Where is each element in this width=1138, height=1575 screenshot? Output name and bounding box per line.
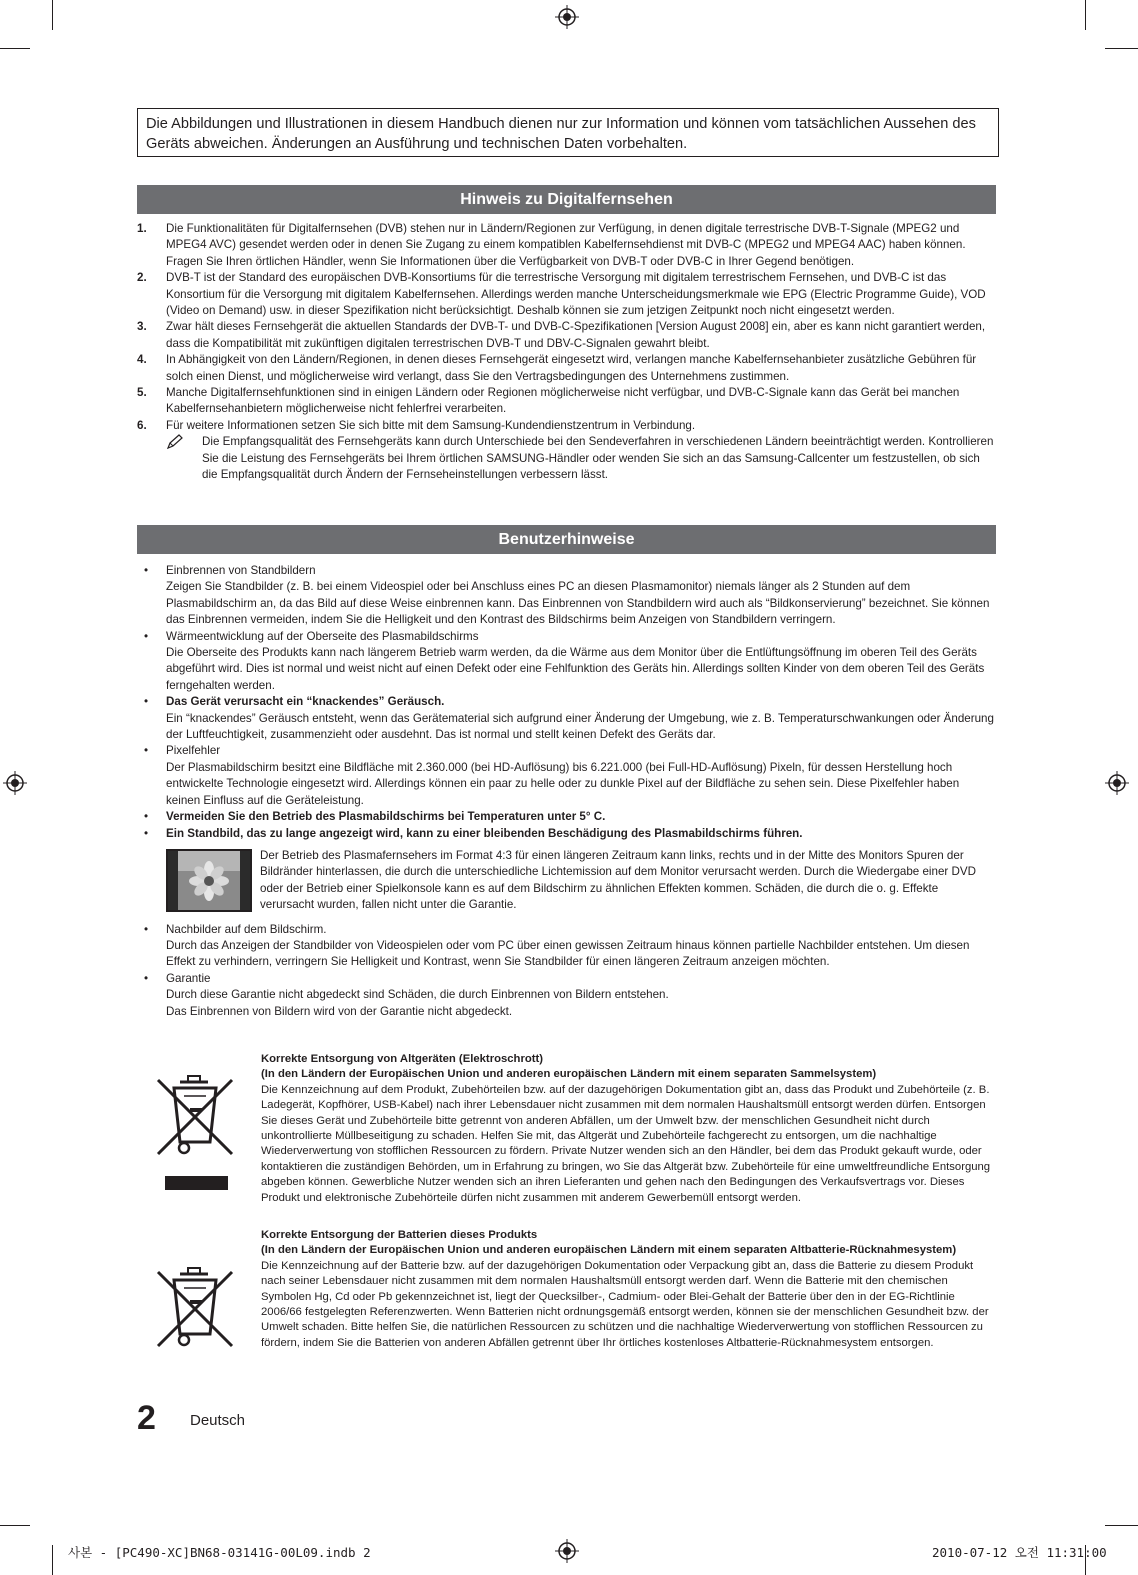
page-number: 2 <box>137 1399 156 1437</box>
section-title-user-notes: Benutzerhinweise <box>137 525 996 554</box>
list-item: • Wärmeentwicklung auf der Oberseite des Plasmabildschirms Die Oberseite des Produkts kann nach längerem Betrieb warm werden, da die Wärme aus dem Monitor über die Entlüftungsöffnung im oberen Teil des Geräts abgeführt wird. Dies ist normal und weist nicht auf einen Defekt oder eine Fehlfunktion des Geräts hin. Allerdings sollten Kinder von dem oberen Teil des Geräts ferngehalten werden. <box>144 629 985 692</box>
list-item: 3. Zwar hält dieses Fernsehgerät die aktuellen Standards der DVB-T- und DVB-C-Spezifikationen [Version August 2008] ein, aber es kann nicht garantiert werden, dass die Kompatibilität mit zukünftigen digitalen terrestrischen DVB-T und DBV-C-Signalen gewahrt bleibt. <box>137 320 986 350</box>
crop-mark <box>52 0 53 30</box>
disposal-electronics: Korrekte Entsorgung von Altgeräten (Elektroschrott) (In den Ländern der Europäischen Union und anderen europäischen Ländern mit einem separaten Sammelsystem) Die Kennzeichnung auf dem Produkt, Zubehörteilen bzw. auf der dazugehörigen Dokumentation gibt an, dass das Produkt und Zubehörteile (z. B. Ladegerät, Kopfhörer, USB-Kabel) nach ihrer Lebensdauer nicht zusammen mit dem normalen Haushaltsmüll entsorgt werden dürfen. Entsorgen Sie dieses Gerät und Zubehörteile bitte getrennt von anderen Abfällen, um der Umwelt bzw. der menschlichen Gesundheit nicht durch unkontrollierte Müllbeseitigung zu schaden. Helfen Sie mit, das Altgerät und Zubehörteile fachgerecht zu entsorgen, um die nachhaltige Wiederverwertung von stofflichen Ressourcen zu fördern. Private Nutzer wenden sich an den Händler, bei dem das Produkt gekauft wurde, oder kontaktieren die zuständigen Behörden, um in Erfahrung zu bringen, wo Sie das Altgerät bzw. Zubehörteile für eine umweltfreundliche Entsorgung abgeben können. Gewerbliche Nutzer wenden sich an ihren Lieferanten und gehen nach den Bedingungen des Verkaufsvertrags vor. Dieses Produkt und elektronische Zubehörteile dürfen nicht zusammen mit anderem Gewerbemüll entsorgt werden. <box>261 1053 991 1204</box>
crossed-bin-icon <box>150 1262 240 1352</box>
digital-tv-list <box>137 221 995 484</box>
user-notes-list <box>137 563 995 1020</box>
list-item: 2. DVB-T ist der Standard des europäischen DVB-Konsortiums für die terrestrische Versorgung mit digitalem terrestrischem Fernsehen, und DVB-C ist das Konsortium für die Versorgung mit digitalem Kabelfernsehen. Allerdings werden manche Unterscheidungsmerkmale wie EPG (Electric Programme Guide), VOD (Video on Demand) usw. in dieser Spezifikation nicht berücksichtigt. Deshalb können sie zum jetzigen Zeitpunkt noch nicht eingesetzt werden. <box>137 271 986 318</box>
crop-mark <box>1105 48 1138 49</box>
list-item: 4. In Abhängigkeit von den Ländern/Regionen, in denen dieses Fernsehgerät eingesetzt wird, verlangen manche Kabelfernsehanbieter zusätzliche Gebühren für solch einen Dienst, und möglicherweise wird verlangt, dass Sie den Vertragsbedingungen des Unternehmens zustimmen. <box>137 353 977 383</box>
list-item: • Nachbilder auf dem Bildschirm. Durch das Anzeigen der Standbilder von Videospielen oder vom PC über einen gewissen Zeitraum hinaus können partielle Nachbilder entstehen. Um diesen Effekt zu verhindern, verringern Sie Helligkeit und Kontrast, wenn Sie Standbilder für einen längeren Zeitraum anzeigen möchten. <box>144 922 970 969</box>
list-item: • Vermeiden Sie den Betrieb des Plasmabildschirms bei Temperaturen unter 5° C. <box>144 810 606 824</box>
list-item: • Das Gerät verursacht ein “knackendes” Geräusch. Ein “knackendes” Geräusch entsteht, wenn das Gerätematerial sich aufgrund einer Änderung der Umgebung, wie z. B. Temperaturschwankungen oder Änderung der Luftfeuchtigkeit, zusammenzieht oder ausdehnt. Das ist normal und stellt keinen Defekt des Geräts dar. <box>144 695 994 742</box>
tv-flower-image <box>166 849 252 912</box>
list-item: • Pixelfehler Der Plasmabildschirm besitzt eine Bildfläche mit 2.360.000 (bei HD-Auflösung) bis 6.221.000 (bei Full-HD-Auflösung) Pixeln, für dessen Herstellung hoch entwickelte Technologie eingesetzt wird. Allerdings können ein paar zu helle oder zu dunkle Pixel auf der Bildfläche zu sehen sein. Diese Pixelfehler haben keinen Einfluss auf die Geräteleistung. <box>144 744 960 807</box>
registration-mark-icon <box>555 1539 579 1563</box>
print-slug-date: 2010-07-12 오전 11:31:00 <box>932 1545 1107 1560</box>
registration-mark-icon <box>3 771 27 795</box>
crop-mark <box>0 48 30 49</box>
registration-mark-icon <box>555 5 579 29</box>
registration-mark-icon <box>1105 771 1129 795</box>
note: Die Empfangsqualität des Fernsehgeräts kann durch Unterschiede bei den Sendeverfahren in verschiedenen Ländern beeinträchtigt werden. Kontrollieren Sie die Leistung des Fernsehgeräts bei Ihrem örtlichen SAMSUNG-Händler oder wenden Sie sich an das Samsung-Callcenter um festzustellen, ob sich die Empfangsqualität durch Ändern der Fernseheinstellungen verbessern lässt. <box>166 434 995 483</box>
list-item: • Garantie Durch diese Garantie nicht abgedeckt sind Schäden, die durch Einbrennen von Bildern entstehen. Das Einbrennen von Bildern wird von der Garantie nicht abgedeckt. <box>144 971 669 1018</box>
list-item: 5. Manche Digitalfernsehfunktionen sind in einigen Ländern oder Regionen möglicherweise nicht verfügbar, und DVB-C-Signale kann das Gerät bei manchen Kabelfernsehanbietern möglicherweise nicht fehlerfrei verarbeiten. <box>137 386 960 416</box>
crop-mark <box>1085 0 1086 30</box>
page-language: Deutsch <box>190 1412 246 1429</box>
note-pencil-icon <box>166 434 202 483</box>
list-item: • Ein Standbild, das zu lange angezeigt wird, kann zu einer bleibenden Beschädigung des Plasmabildschirms führen. <box>144 826 803 840</box>
section-title-digital-tv: Hinweis zu Digitalfernsehen <box>137 185 996 214</box>
list-item: • Einbrennen von Standbildern Zeigen Sie Standbilder (z. B. bei einem Videospiel oder bei Anschluss eines PC an diesen Plasmamonitor) niemals länger als 2 Stunden auf dem Plasmabildschirm an, da das Bild auf diese Weise einbrennen kann. Das Einbrennen von Standbildern wird auch als “Bildkonservierung” bezeichnet. Sie können das Einbrennen vermeiden, indem Sie die Helligkeit und den Kontrast des Bildschirms beim Anzeigen von Standbildern verringern. <box>144 564 990 627</box>
crop-mark <box>52 1545 53 1575</box>
crop-mark <box>1105 1525 1138 1526</box>
plasma-warning: Der Betrieb des Plasmafernsehers im Format 4:3 für einen längeren Zeitraum kann links, rechts und in der Mitte des Monitors Spuren der Bildränder hinterlassen, die durch die unterschiedliche Lichtemission auf dem Monitor verursacht werden. Durch die Wiedergabe einer DVD oder der Betrieb einer Spielkonsole kann es auf dem Bildschirm zu ähnlichen Effekten kommen. Schäden, die durch die o. g. Effekte verursacht wurden, fallen nicht unter die Garantie. <box>166 848 995 914</box>
list-item: 1. Die Funktionalitäten für Digitalfernsehen (DVB) stehen nur in Ländern/Regionen zur Verfügung, in denen digitale terrestrische DVB-T-Signale (MPEG2 und MPEG4 AVC) gesendet werden oder in denen Sie Zugang zu einem kompatiblen Kabelfernsehdienst mit DVB-C (MPEG2 und MPEG4 AAC) haben können. Fragen Sie Ihren örtlichen Händler, wenn Sie Informationen über die Verfügbarkeit von DVB-T oder DVB-C in Ihrer Gegend benötigen. <box>137 222 966 268</box>
disclaimer-box: Die Abbildungen und Illustrationen in diesem Handbuch dienen nur zur Information und können vom tatsächlichen Aussehen des Geräts abweichen. Änderungen an Ausführung und technischen Daten vorbehalten. <box>137 108 999 157</box>
list-item: 6. Für weitere Informationen setzen Sie sich bitte mit dem Samsung-Kundendienstzentrum in Verbindung. <box>137 418 696 432</box>
crop-mark <box>0 1525 30 1526</box>
disposal-batteries: Korrekte Entsorgung der Batterien dieses Produkts (In den Ländern der Europäischen Union und anderen europäischen Ländern mit einem separaten Altbatterie-Rücknahmesystem) Die Kennzeichnung auf der Batterie bzw. auf der dazugehörigen Dokumentation oder Verpackung gibt an, dass die Batterie zu diesem Produkt nach seiner Lebensdauer nicht zusammen mit dem normalen Haushaltsmüll entsorgt werden darf. Wenn die Batterie mit den chemischen Symbolen Hg, Cd oder Pb gekennzeichnet ist, liegt der Quecksilber-, Cadmium- oder Blei-Gehalt der Batterie über den in der EG-Richtlinie 2006/66 festgelegten Referenzwerten. Wenn Batterien nicht ordnungsgemäß entsorgt werden, können sie der menschlichen Gesundheit bzw. der Umwelt schaden. Bitte helfen Sie, die natürlichen Ressourcen zu schützen und die nachhaltige Wiederverwertung von stofflichen Ressourcen zu fördern, indem Sie die Batterien von anderen Abfällen getrennt über Ihr örtliches kostenloses Altbatterie-Rücknahmesystem entsorgen. <box>261 1229 989 1349</box>
crossed-bin-icon <box>150 1070 240 1195</box>
print-slug-file: 사본 - [PC490-XC]BN68-03141G-00L09.indb 2 <box>68 1545 371 1560</box>
